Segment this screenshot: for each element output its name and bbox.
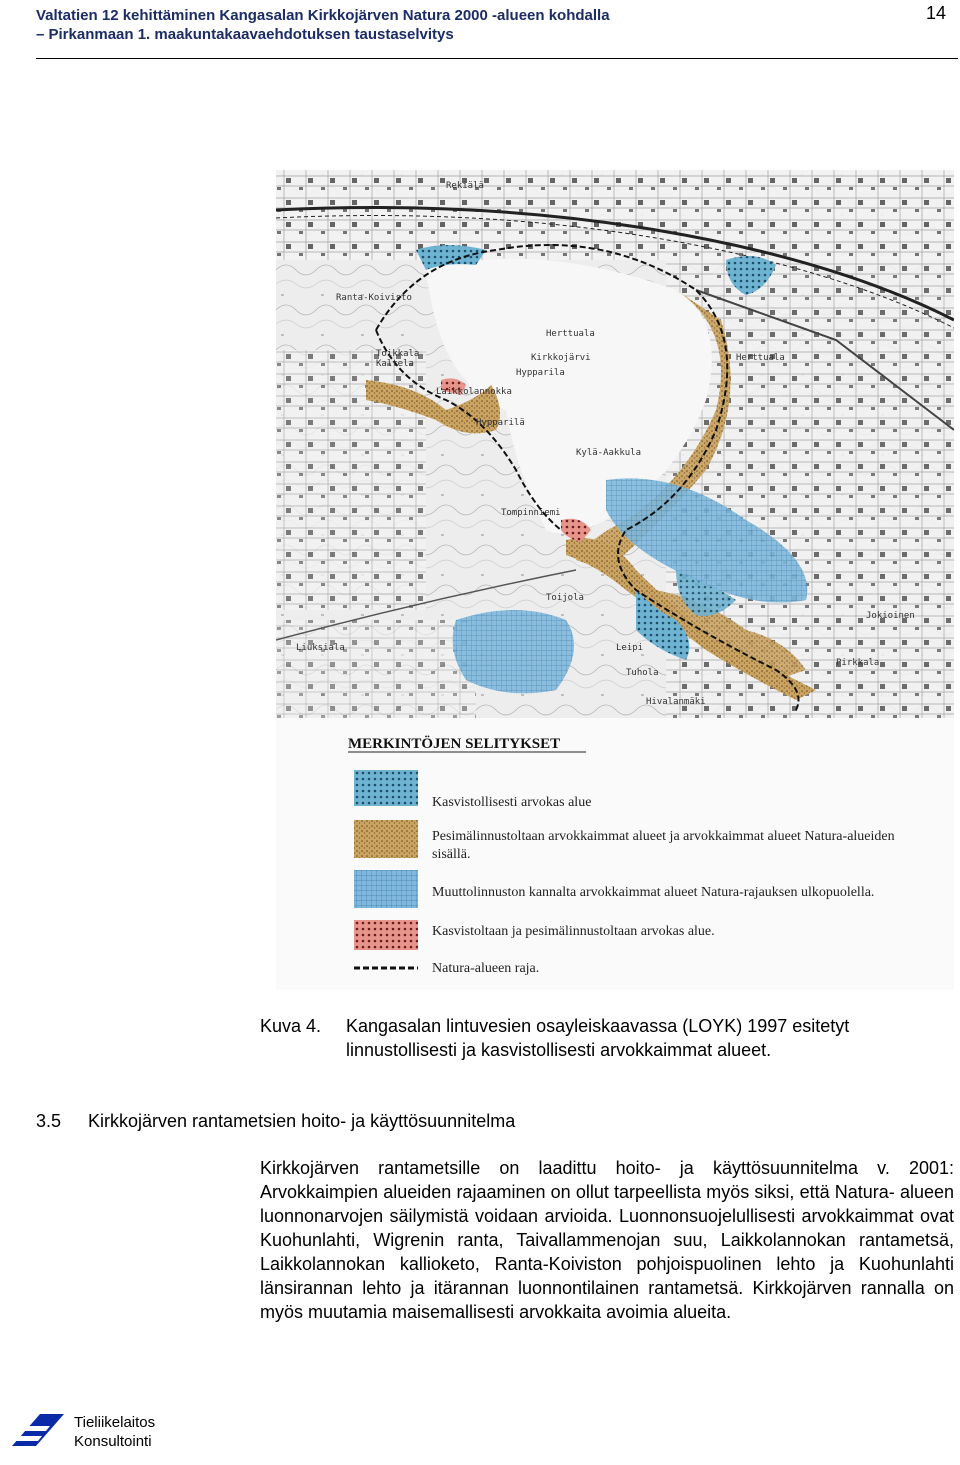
legend-label-4: Kasvistoltaan ja pesimälinnustoltaan arvokas alue. [432, 924, 715, 939]
section-number: 3.5 [36, 1111, 62, 1131]
map-label-laikkolannokka: Laikkolannokka [436, 387, 512, 397]
map-label-toikkala: Toikkala [376, 349, 420, 359]
header-rule [36, 58, 958, 59]
footer-org-line2: Konsultointi [74, 1433, 152, 1450]
body-paragraph: Kirkkojärven rantametsille on laadittu hoito- ja käyttösuunnitelma v. 2001: Arvokkaimpien alueiden rajaaminen on ollut tarpeellista myös siksi, että Natura- alueen luonnonarvojen säilymistä voidaan arvioida. Luonnonsuojelullisesti arvokkaimmat ovat Kuohunlahti, Wigrenin ranta, Taivallammenojan suu, Laikkolannokan rantametsä, Laikkolannokan kallioketo, Ranta-Koiviston pohjoispuolinen lehto ja Kuohunlahti länsirannan lehto ja itärannan luonnontilainen rantametsä. Kirkkojärven rannalla on myös muutamia maisemallisesti arvokkaita avoimia alueita. [260, 1158, 954, 1322]
map-label-herttuala-north: Herttuala [546, 329, 595, 339]
section-title: Kirkkojärven rantametsien hoito- ja käyttösuunnitelma [88, 1111, 516, 1131]
caption-text: Kangasalan lintuvesien osayleiskaavassa (LOYK) 1997 esitetyt linnustollisesti ja kasvistollisesti arvokkaimmat alueet. [346, 1016, 850, 1060]
map-area [276, 170, 954, 720]
map-label-ranta-koivisto: Ranta-Koivisto [336, 293, 412, 303]
body-text [260, 1156, 954, 1324]
header-title-line2: – Pirkanmaan 1. maakuntakaavaehdotuksen taustaselvitys [36, 26, 454, 43]
map-label-toijola: Toijola [546, 593, 584, 603]
legend-label-1: Kasvistollisesti arvokas alue [432, 795, 592, 810]
map-label-kaltela: Kaltela [376, 359, 414, 369]
map-label-tompinniemi: Tompinniemi [501, 508, 561, 518]
page-number: 14 [925, 3, 946, 23]
caption-label: Kuva 4. [260, 1016, 322, 1036]
section-heading [36, 1108, 515, 1134]
map-image [276, 170, 954, 990]
header-title-line1: Valtatien 12 kehittäminen Kangasalan Kirkkojärven Natura 2000 -alueen kohdalla [36, 7, 610, 24]
map-label-rekiala: Rekiälä [446, 181, 484, 191]
map-label-leipi: Leipi [616, 643, 644, 653]
map-label-hypparila-2: Hypparilä [476, 418, 525, 428]
map-label-jokioinen: Jokioinen [866, 611, 915, 621]
legend-label-2-line2: sisällä. [432, 847, 471, 862]
map-label-tuhola: Tuhola [626, 668, 659, 678]
legend-swatch-grid-blue [354, 870, 418, 908]
legend-label-3: Muuttolinnuston kannalta arvokkaimmat alueet Natura-rajauksen ulkopuolella. [432, 885, 875, 900]
map-label-herttuala-east: Herttuala [736, 353, 785, 363]
map-label-pirkkala: Pirkkala [836, 658, 880, 668]
footer-org-line1: Tieliikelaitos [74, 1414, 156, 1431]
footer-organization [74, 1413, 155, 1451]
map-label-hypparila: Hypparila [516, 368, 565, 378]
map-label-hivalanmaki: Hivalanmäki [646, 697, 706, 707]
map-label-kirkkojarvi: Kirkkojärvi [531, 353, 591, 363]
legend-label-2-line1: Pesimälinnustoltaan arvokkaimmat alueet ja arvokkaimmat alueet Natura-alueiden [432, 829, 895, 844]
legend-swatch-dots-red [354, 920, 418, 950]
tieliikelaitos-logo-icon [10, 1412, 66, 1448]
map-figure [276, 170, 954, 990]
map-legend [276, 718, 954, 990]
map-label-kyla-aakkula: Kylä-Aakkula [576, 448, 642, 458]
running-header [36, 6, 610, 44]
map-label-liuksiala: Liuksiala [296, 643, 345, 653]
figure-caption [260, 1014, 954, 1062]
legend-swatch-dots-blue [354, 770, 418, 806]
legend-label-5: Natura-alueen raja. [432, 961, 540, 976]
legend-title: MERKINTÖJEN SELITYKSET [348, 736, 561, 752]
legend-swatch-stipple-brown [354, 820, 418, 858]
